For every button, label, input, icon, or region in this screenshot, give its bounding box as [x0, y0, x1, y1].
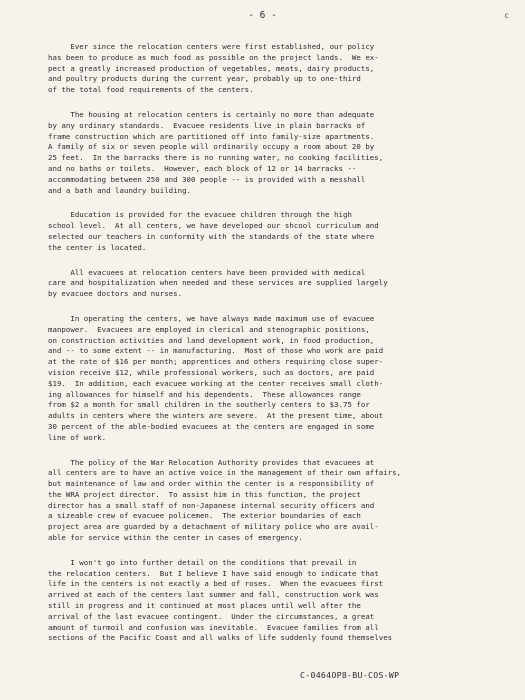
text-line: by any ordinary standards. Evacuee residents live in plain barracks of	[48, 120, 366, 130]
text-line: the center is located.	[48, 242, 147, 252]
text-line: All evacuees at relocation centers have been provided with medical	[48, 267, 366, 277]
text-line: able for service within the center in cases of emergency.	[48, 533, 303, 543]
text-line: The policy of the War Relocation Authority provides that evacuees at	[48, 457, 375, 467]
paragraph	[48, 558, 493, 644]
body-text	[48, 42, 493, 658]
text-line: the relocation centers. But I believe I have said enough to indicate that	[48, 568, 379, 578]
text-line: manpower. Evacuees are employed in clerical and stenographic positions,	[48, 324, 370, 334]
text-line: accommodating between 250 and 300 people -- is provided with a messhall	[48, 174, 366, 184]
page-number: - 6 -	[248, 10, 277, 21]
paragraph	[48, 458, 493, 544]
text-line: Education is provided for the evacuee children through the high	[48, 210, 352, 220]
document-code: C-0464OP8-BU-COS-WP	[300, 670, 400, 680]
text-line: director has a small staff of non-Japanese internal security officers and	[48, 500, 375, 510]
text-line: Ever since the relocation centers were first established, our policy	[48, 42, 375, 51]
text-line: and no baths or toilets. However, each block of 12 or 14 barracks --	[48, 163, 357, 173]
paragraph	[48, 268, 493, 300]
text-line: still in progress and it continued at most places until well after the	[48, 601, 361, 611]
text-line: from $2 a month for small children in the southerly centers to $3.75 for	[48, 400, 370, 410]
text-line: The housing at relocation centers is certainly no more than adequate	[48, 109, 375, 119]
text-line: life in the centers is not exactly a bed of roses. When the evacuees first	[48, 579, 384, 589]
text-line: by evacuee doctors and nurses.	[48, 289, 183, 299]
text-line: pect a greatly increased production of vegetables, meats, dairy products,	[48, 63, 375, 73]
text-line: the WRA project director. To assist him in this function, the project	[48, 489, 361, 499]
text-line: but maintenance of law and order within the center is a responsibility of	[48, 479, 375, 489]
text-line: arrived at each of the centers last summer and fall, construction work was	[48, 590, 379, 600]
text-line: at the rate of $16 per month; apprentices and others requiring close super-	[48, 357, 384, 367]
text-line: and a bath and laundry building.	[48, 185, 192, 195]
text-line: of the total food requirements of the centers.	[48, 85, 254, 95]
text-line: all centers are to have an active voice in the management of their own affairs,	[48, 468, 402, 478]
text-line: $19. In addition, each evacuee working at the center receives small cloth-	[48, 378, 384, 388]
paragraph	[48, 210, 493, 253]
text-line: selected our teachers in conformity with the standards of the state where	[48, 231, 375, 241]
text-line: arrival of the last evacuee contingent. Under the circumstances, a great	[48, 611, 375, 621]
corner-mark: c	[504, 11, 509, 20]
text-line: line of work.	[48, 432, 107, 442]
paragraph	[48, 110, 493, 196]
text-line: 25 feet. In the barracks there is no running water, no cooking facilities,	[48, 153, 384, 163]
text-line: school level. At all centers, we have developed our shcool curriculum and	[48, 221, 379, 231]
text-line: has been to produce as much food as possible on the project lands. We ex-	[48, 52, 379, 62]
text-line: a sizeable crew of evacuee policemen. The exterior boundaries of each	[48, 511, 361, 521]
text-line: frame construction which are partitioned off into family-size apartments.	[48, 131, 375, 141]
text-line: 30 percent of the able-bodied evacuees at the centers are engaged in some	[48, 421, 375, 431]
text-line: and poultry products during the current year, probably up to one-third	[48, 74, 361, 84]
text-line: In operating the centers, we have always made maximum use of evacuee	[48, 313, 375, 323]
paragraph	[48, 42, 493, 96]
text-line: vision receive $12, while professional workers, such as doctors, are paid	[48, 367, 375, 377]
paragraph	[48, 314, 493, 444]
text-line: amount of turmoil and confusion was inevitable. Evacuee families from all	[48, 622, 379, 632]
text-line: care and hospitalization when needed and these services are supplied largely	[48, 278, 388, 288]
text-line: project area are guarded by a detachment of military police who are avail-	[48, 522, 379, 532]
text-line: and -- to some extent -- in manufacturing. Most of those who work are paid	[48, 346, 384, 356]
text-line: on construction activities and land development work, in food production,	[48, 335, 375, 345]
text-line: adults in centers where the winters are severe. At the present time, about	[48, 411, 384, 421]
text-line: A family of six or seven people will ordinarily occupy a room about 20 by	[48, 142, 375, 152]
text-line: sections of the Pacific Coast and all walks of life suddenly found themselves	[48, 633, 393, 643]
text-line: ing allowances for himself and his dependents. These allowances range	[48, 389, 361, 399]
text-line: I won't go into further detail on the conditions that prevail in	[48, 557, 357, 567]
